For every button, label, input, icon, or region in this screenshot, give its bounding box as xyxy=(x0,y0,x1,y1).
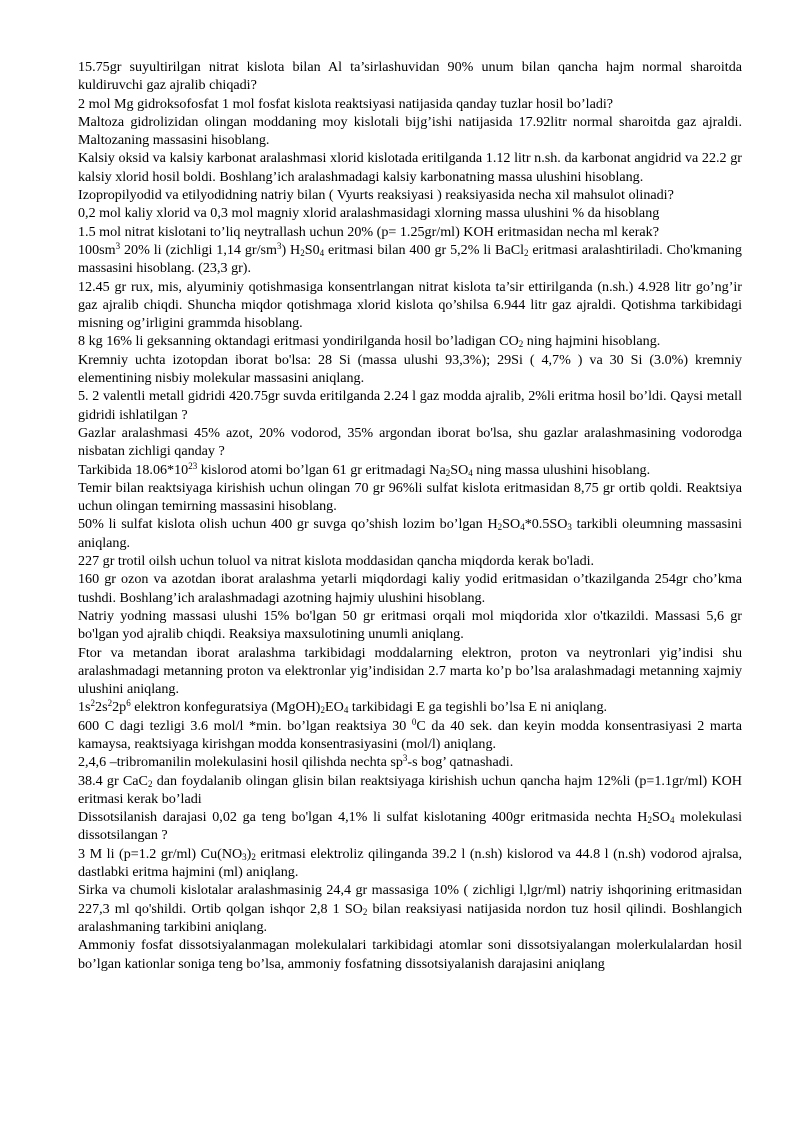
problem-text: eritmasi aralashtiriladi. Cho'kmaning massasini hisoblang. (23,3 gr). xyxy=(78,241,742,277)
subscript: 3 xyxy=(242,851,247,862)
subscript: 2 xyxy=(300,247,305,258)
problem-9 xyxy=(78,278,742,333)
problem-text: Dissotsilanish darajasi 0,02 ga teng bo'lgan 4,1% li sulfat kislotaning 400gr eritmasida nechta H xyxy=(78,809,648,826)
problem-text: 2s xyxy=(95,699,108,716)
problem-text: SO xyxy=(450,461,469,478)
problem-14 xyxy=(78,461,742,479)
problem-text: ) xyxy=(246,845,252,862)
problem-text: 50% li sulfat kislota olish uchun 400 gr suvga qo’shish lozim bo’lgan H xyxy=(78,516,498,533)
problem-10 xyxy=(78,332,742,350)
subscript: 4 xyxy=(468,467,473,478)
problem-text: tarkibli oleumning massasini aniqlang. xyxy=(78,516,742,551)
subscript: 4 xyxy=(520,522,525,533)
problem-text: Ammoniy fosfat dissotsiyalanmagan molekulalari tarkibidagi atomlar soni dissotsiyalangan molerkulalardan hosil bo’lgan kationlar soniga teng bo’lsa, ammoniy fosfatning dissotsiyalanish darajasini aniqlang xyxy=(78,937,742,972)
problem-text: 160 gr ozon va azotdan iborat aralashma yetarli miqdordagi kaliy yodid eritmasidan o’tkazilganda 254gr cho’kma tushdi. Boshlang’ich aralashmadagi azotning hajmiy ulushini hisoblang. xyxy=(78,571,742,606)
problem-16 xyxy=(78,515,742,552)
problem-text: Temir bilan reaktsiyaga kirishish uchun olingan 70 gr 96%li sulfat kislota eritmasidan 8,75 gr ortib qoldi. Reaktsiya uchun olingan temirning massasini hisoblang. xyxy=(78,479,742,515)
subscript: 2 xyxy=(320,705,326,716)
problem-22 xyxy=(78,717,742,754)
problem-text: 1.5 mol nitrat kislotani to’liq neytrallash uchun 20% (p= 1.25gr/ml) KOH eritmasidan necha ml kerak? xyxy=(78,223,659,240)
subscript: 2 xyxy=(362,906,368,917)
problem-2 xyxy=(78,95,742,113)
problem-3 xyxy=(78,113,742,150)
problem-text: 227 gr trotil oilsh uchun toluol va nitrat kislota moddasidan qancha miqdorda kerak bo'ladi. xyxy=(78,553,595,570)
superscript: 3 xyxy=(276,240,282,251)
superscript: 2 xyxy=(107,698,113,709)
problem-text: ning hajmini hisoblang. xyxy=(523,333,661,350)
problem-21 xyxy=(78,698,742,716)
problem-13 xyxy=(78,424,742,461)
subscript: 2 xyxy=(647,815,652,826)
subscript: 4 xyxy=(669,815,675,826)
superscript: 0 xyxy=(411,716,417,727)
problem-text: elektron konfeguratsiya (MgOH) xyxy=(130,699,321,716)
subscript: 4 xyxy=(343,705,349,716)
problem-text: Maltoza gidrolizidan olingan moddaning moy kislotali bijg’ishi natijasida 17.92litr normal sharoitda gaz ajraldi. Maltozaning massasini hisoblang. xyxy=(78,113,742,149)
problem-text: molekulasi dissotsilangan ? xyxy=(78,809,742,844)
problem-text: 2,4,6 –tribromanilin molekulasini hosil qilishda nechta sp xyxy=(78,754,403,771)
subscript: 2 xyxy=(497,522,503,533)
subscript: 2 xyxy=(147,778,153,789)
problem-text: Natriy yodning massasi ulushi 15% bo'lgan 50 gr eritmasi orqali mol miqdorida xlor o'tkazildi. Massasi 5,6 gr bo'lgan yod ajralib chiqdi. Reaksiya maxsulotining unumli aniqlang. xyxy=(78,607,742,643)
problem-text: 15.75gr suyultirilgan nitrat kislota bilan Al ta’sirlashuvidan 90% unum bilan qancha hajm normal sharoitda kuldiruvchi gaz ajralib chiqadi? xyxy=(78,59,742,94)
subscript: 3 xyxy=(567,522,572,533)
problem-6 xyxy=(78,204,742,222)
problem-text: SO xyxy=(651,809,670,826)
problem-sheet xyxy=(78,58,742,973)
problem-text: ) H xyxy=(281,241,301,258)
problem-text: Izopropilyodid va etilyodidning natriy bilan ( Vyurts reaksiyasi ) reaksiyasida necha xil mahsulot olinadi? xyxy=(78,187,674,204)
problem-7 xyxy=(78,223,742,241)
problem-text: 1s xyxy=(78,699,91,716)
problem-text: 5. 2 valentli metall gidridi 420.75gr suvda eritilganda 2.24 l gaz modda ajralib, 2%li eritma hosil bo’ldi. Qaysi metall gidridi ishlatilgan ? xyxy=(78,388,742,423)
problem-text: 38.4 gr CaC xyxy=(78,772,148,789)
problem-text: eritmasi bilan 400 gr 5,2% li BaCl xyxy=(324,241,525,258)
problem-26 xyxy=(78,845,742,882)
problem-27 xyxy=(78,881,742,936)
problem-28 xyxy=(78,936,742,973)
superscript: 3 xyxy=(115,240,121,251)
problem-text: -s bog’ qatnashadi. xyxy=(407,754,514,771)
subscript: 2 xyxy=(251,851,256,862)
problem-text: Kalsiy oksid va kalsiy karbonat aralashmasi xlorid kislotada eritilganda 1.12 litr n.sh. da karbonat angidrid va 22.2 gr kalsiy xlorid hosil boldi. Boshlang’ich aralashmadagi kalsiy karbonatning massa ulushini hisoblang. xyxy=(78,150,742,185)
subscript: 2 xyxy=(518,339,524,350)
problem-text: 20% li (zichligi 1,14 gr/sm xyxy=(120,241,277,258)
problem-12 xyxy=(78,387,742,424)
problem-text: Gazlar aralashmasi 45% azot, 20% vodorod, 35% argondan iborat bo'lsa, shu gazlar aralashmasining vodorodga nisbatan zichligi qanday ? xyxy=(78,424,742,460)
problem-text: Sirka va chumoli kislotalar aralashmasinig 24,4 gr massasiga 10% ( zichligi l,lgr/ml) natriy ishqorining eritmasidan 227,3 ml qo'shildi. Ortib qolgan ishqor 2,8 1 SO xyxy=(78,882,742,917)
problem-text: Ftor va metandan iborat aralashma tarkibidagi moddalarning elektron, proton va neytronlari yig’indisi shu aralashmadagi metanning proton va elektronlar yig’indisidan 2.7 marta ko’p bo’lsa aralashmadagi metanning xajmiy ulushini aniqlang. xyxy=(78,644,742,698)
subscript: 4 xyxy=(319,247,325,258)
superscript: 23 xyxy=(188,460,198,471)
problem-text: S0 xyxy=(304,241,320,258)
superscript: 2 xyxy=(90,698,96,709)
problem-4 xyxy=(78,149,742,186)
problem-text: 100sm xyxy=(78,241,116,258)
problem-23 xyxy=(78,753,742,771)
superscript: 3 xyxy=(402,753,408,764)
problem-text: kislorod atomi bo’lgan 61 gr eritmadagi Na xyxy=(197,461,446,478)
problem-text: eritmasi elektroliz qilinganda 39.2 l (n.sh) kislorod va 44.8 l (n.sh) vodorod ajralsa, dastlabki eritma hajmini (ml) aniqlang. xyxy=(78,845,742,881)
problem-15 xyxy=(78,479,742,516)
problem-1 xyxy=(78,58,742,95)
problem-text: 600 C dagi tezligi 3.6 mol/l *min. bo’lgan reaktsiya 30 xyxy=(78,717,412,734)
problem-19 xyxy=(78,607,742,644)
problem-text: ning massa ulushini hisoblang. xyxy=(472,461,651,478)
problem-text: 2 mol Mg gidroksofosfat 1 mol fosfat kislota reaktsiyasi natijasida qanday tuzlar hosil bo’ladi? xyxy=(78,95,614,112)
problem-20 xyxy=(78,644,742,699)
problem-24 xyxy=(78,772,742,809)
problem-text: *0.5SO xyxy=(524,516,568,533)
problem-text: C da 40 sek. dan keyin modda konsentrasiyasi 2 marta kamaysa, reaktsiyaga kirishgan modda konsentrasiyasini (mol/l) aniqlang. xyxy=(78,717,742,752)
problem-text: 8 kg 16% li geksanning oktandagi eritmasi yondirilganda hosil bo’ladigan CO xyxy=(78,333,519,350)
problem-8 xyxy=(78,241,742,278)
problem-25 xyxy=(78,808,742,845)
problem-text: Tarkibida 18.06*10 xyxy=(78,461,189,478)
problem-text: 3 M li (p=1.2 gr/ml) Cu(NO xyxy=(78,845,243,862)
subscript: 2 xyxy=(524,247,529,258)
problem-text: SO xyxy=(502,516,521,533)
problem-text: bilan reaksiyasi natijasida nordon tuz hosil qilindi. Boshlangich aralashmaning tarkibini aniqlang. xyxy=(78,900,742,935)
problem-18 xyxy=(78,570,742,607)
problem-text: tarkibidagi E ga tegishli bo’lsa E ni aniqlang. xyxy=(348,699,608,716)
problem-5 xyxy=(78,186,742,204)
problem-11 xyxy=(78,351,742,388)
problem-text: 0,2 mol kaliy xlorid va 0,3 mol magniy xlorid aralashmasidagi xlorning massa ulushini % da hisoblang xyxy=(78,205,660,222)
problem-text: Kremniy uchta izotopdan iborat bo'lsa: 28 Si (massa ulushi 93,3%); 29Si ( 4,7% ) va 30 Si (3.0%) kremniy elementining nisbiy molekular massasini aniqlang. xyxy=(78,351,742,387)
problem-text: 2p xyxy=(112,699,127,716)
problem-text: 12.45 gr rux, mis, alyuminiy qotishmasiga konsentrlangan nitrat kislota ta’sir ettirilganda (n.sh.) 4.928 litr go’ng’ir gaz ajralib chiqdi. Shuncha miqdor qotishmaga xlorid kislota qo’shilsa 6.944 litr gaz ajraldi. Qotishma tarkibidagi misning og’irligini grammda hisoblang. xyxy=(78,278,742,332)
subscript: 2 xyxy=(445,467,451,478)
problem-17 xyxy=(78,552,742,570)
superscript: 6 xyxy=(126,698,131,709)
problem-text: EO xyxy=(325,699,344,716)
problem-text: dan foydalanib olingan glisin bilan reaktsiyaga kirishish uchun qancha hajm 12%li (p=1.1gr/ml) KOH eritmasi kerak bo’ladi xyxy=(78,772,742,807)
